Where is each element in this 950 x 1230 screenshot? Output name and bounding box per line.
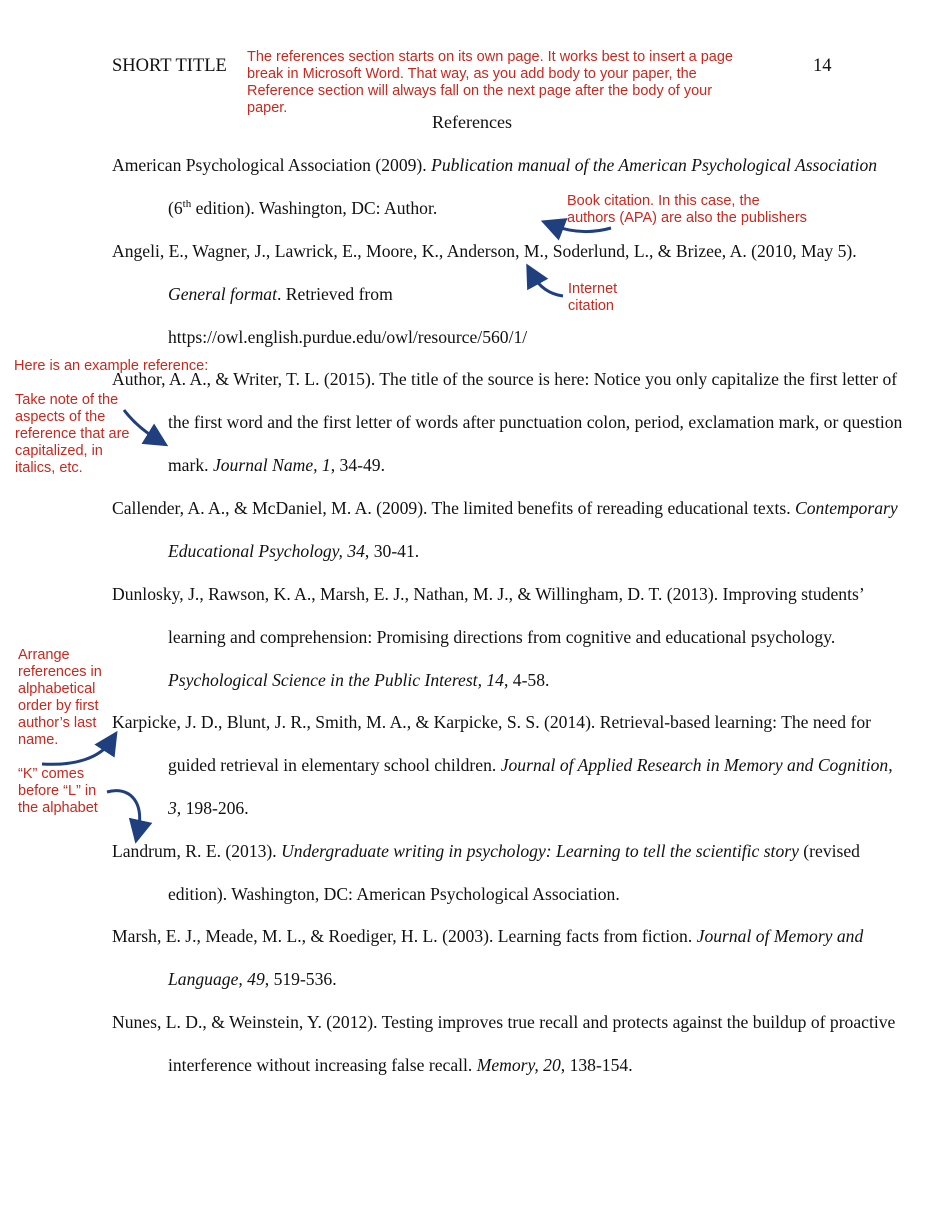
ref-retrieved: . Retrieved from: [276, 283, 393, 304]
ref-text: Marsh, E. J., Meade, M. L., & Roediger, H. L. (2003). Learning facts from fiction.: [112, 926, 697, 946]
example-reference-note: Take note of the aspects of the reference that are capitalized, in italics, etc.: [15, 392, 130, 476]
reference-entry-callender: [112, 487, 903, 573]
arrange-references-note: Arrange references in alphabetical order by first author’s last name.: [18, 647, 102, 748]
ref-title: Contemporary Educational Psychology, 34: [168, 498, 898, 561]
reference-entry-karpicke: [112, 701, 903, 830]
ref-edition-superscript: th: [182, 198, 192, 211]
ref-title: Psychological Science in the Public Interest, 14: [168, 669, 504, 690]
ref-text: Nunes, L. D., & Weinstein, Y. (2012). Testing improves true recall and protects against the buildup of proactive interference without increasing false recall.: [112, 1012, 896, 1075]
ref-title: General format: [168, 283, 277, 304]
ref-pages: , 30-41.: [364, 540, 420, 561]
page-number: 14: [813, 56, 832, 76]
ref-title: Memory, 20: [476, 1054, 561, 1075]
reference-entry-author: [112, 358, 903, 487]
internet-note-line-1: Internet: [568, 281, 618, 297]
ref-pages: , 138-154.: [560, 1054, 633, 1075]
ref-text: Karpicke, J. D., Blunt, J. R., Smith, M. A., & Karpicke, S. S. (2014). Retrieval-based learning: The need for guided retrieval in elementary school children.: [112, 712, 872, 775]
ref-pages: , 198-206.: [176, 797, 249, 818]
ref-text: Landrum, R. E. (2013).: [112, 841, 282, 861]
reference-entry-angeli: [112, 230, 903, 359]
reference-entry-dunlosky: [112, 573, 903, 702]
ref-publisher: edition). Washington, DC: Author.: [191, 197, 438, 218]
ref-text: Dunlosky, J., Rawson, K. A., Marsh, E. J., Nathan, M. J., & Willingham, D. T. (2013). Improving students’ learning and comprehension: Promising directions from cognitive and educational psychology.: [112, 584, 864, 647]
ref-text: Callender, A. A., & McDaniel, M. A. (2009). The limited benefits of rereading educational texts.: [112, 498, 796, 518]
ref-text: Author, A. A., & Writer, T. L. (2015). The title of the source is here: Notice you only capitalize the first letter of the first word and the first letter of words after punctuation colon, period, exclamation mark, or question mark.: [112, 369, 903, 475]
reference-entry-nunes: [112, 1001, 903, 1087]
k-before-l-note: “K” comes before “L” in the alphabet: [18, 766, 98, 816]
ref-title: Journal of Memory and Language, 49: [168, 926, 864, 989]
reference-entry-landrum: [112, 830, 903, 916]
ref-title: Journal Name, 1: [212, 454, 331, 475]
ref-pages: , 4-58.: [503, 669, 550, 690]
ref-text: Angeli, E., Wagner, J., Lawrick, E., Moore, K., Anderson, M., Soderlund, L., & Brizee, A. (2010, May 5).: [112, 241, 857, 261]
ref-title: Publication manual of the American Psychological Association: [431, 155, 878, 175]
book-note-line-2: authors (APA) are also the publishers: [567, 210, 807, 226]
book-note-line-1: Book citation. In this case, the: [567, 193, 760, 209]
ref-pages: , 519-536.: [264, 968, 337, 989]
ref-url[interactable]: https://owl.english.purdue.edu/owl/resource/560/1/: [168, 326, 528, 347]
ref-title: Journal of Applied Research in Memory and Cognition, 3: [168, 754, 893, 818]
ref-text: American Psychological Association (2009).: [112, 155, 432, 175]
ref-pages: , 34-49.: [330, 454, 385, 475]
ref-edition: (6: [168, 197, 183, 218]
reference-entry-apa: [112, 144, 903, 230]
example-reference-title: Here is an example reference:: [14, 358, 209, 374]
page-break-note: The references section starts on its own page. It works best to insert a page break in Microsoft Word. That way, as you add body to your paper, the Reference section will always fall on the next page after the body of your paper.: [247, 49, 733, 116]
ref-title: Undergraduate writing in psychology: Learning to tell the scientific story: [281, 841, 799, 861]
ref-publisher: (revised edition). Washington, DC: American Psychological Association.: [168, 841, 860, 904]
running-head: SHORT TITLE: [112, 56, 227, 76]
internet-note-line-2: citation: [568, 298, 614, 314]
references-heading: References: [432, 112, 512, 132]
reference-entry-marsh: [112, 915, 903, 1001]
